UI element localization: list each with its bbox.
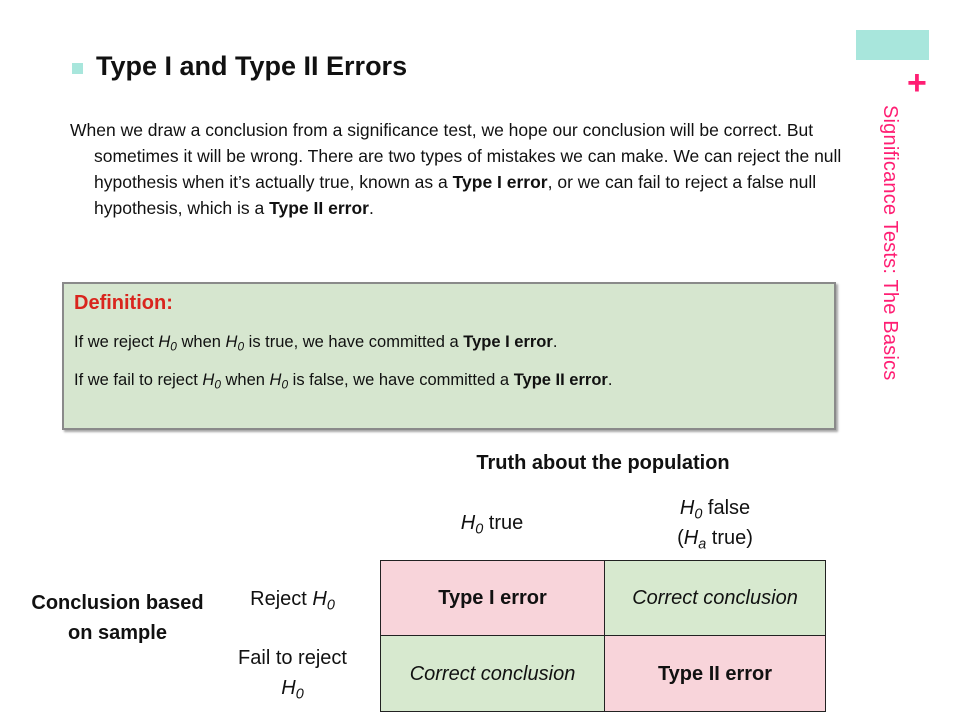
slide-heading: Type I and Type II Errors: [96, 51, 408, 81]
definition-term-type2: Type II error: [513, 371, 608, 389]
intro-text-1: When we draw a conclusion from a significance test, we hope our conclusion will be correct. But sometimes it will be wrong. There are two types of mistakes we can make. We can reject the null hypothesis when it’s actually true, known as a: [70, 120, 842, 192]
plus-icon: +: [907, 64, 927, 102]
row-label-fail-to-reject: Fail to reject $H_0$: [238, 647, 347, 703]
intro-term-type2: Type II error: [269, 198, 369, 218]
intro-text-2: , or we can fail to reject a false null hypothesis, which is a: [94, 172, 817, 218]
row-label-reject: Reject $H_0$: [250, 588, 335, 614]
cell-correct-conclusion-2: Correct conclusion: [381, 636, 605, 711]
bullet-square-icon: [72, 63, 83, 74]
cell-type1-error: Type I error: [381, 561, 605, 636]
definition-box: [62, 282, 836, 430]
error-table: [380, 560, 826, 712]
definition-title: Definition:: [74, 292, 173, 314]
intro-text-3: .: [368, 198, 374, 218]
column-header-h0-false: $H_0$ false ($H_a$ true): [677, 497, 753, 553]
side-title: Significance Tests: The Basics: [879, 105, 901, 381]
column-header-h0-true: $H_0$ true: [460, 512, 524, 538]
definition-term-type1: Type I error: [463, 333, 553, 351]
intro-term-type1: Type I error: [452, 172, 548, 192]
definition-line-2: If we fail to reject $H_0$ when $H_0$ is false, we have committed a Type II error.: [74, 371, 613, 392]
row-header: Conclusion based on sample: [31, 592, 204, 644]
definition-line-1: If we reject $H_0$ when $H_0$ is true, we have committed a Type I error.: [74, 333, 558, 354]
intro-paragraph: [70, 117, 884, 221]
accent-bar: [856, 30, 929, 60]
cell-correct-conclusion-1: Correct conclusion: [605, 561, 825, 636]
cell-type2-error: Type II error: [605, 636, 825, 711]
truth-header: Truth about the population: [476, 452, 730, 474]
